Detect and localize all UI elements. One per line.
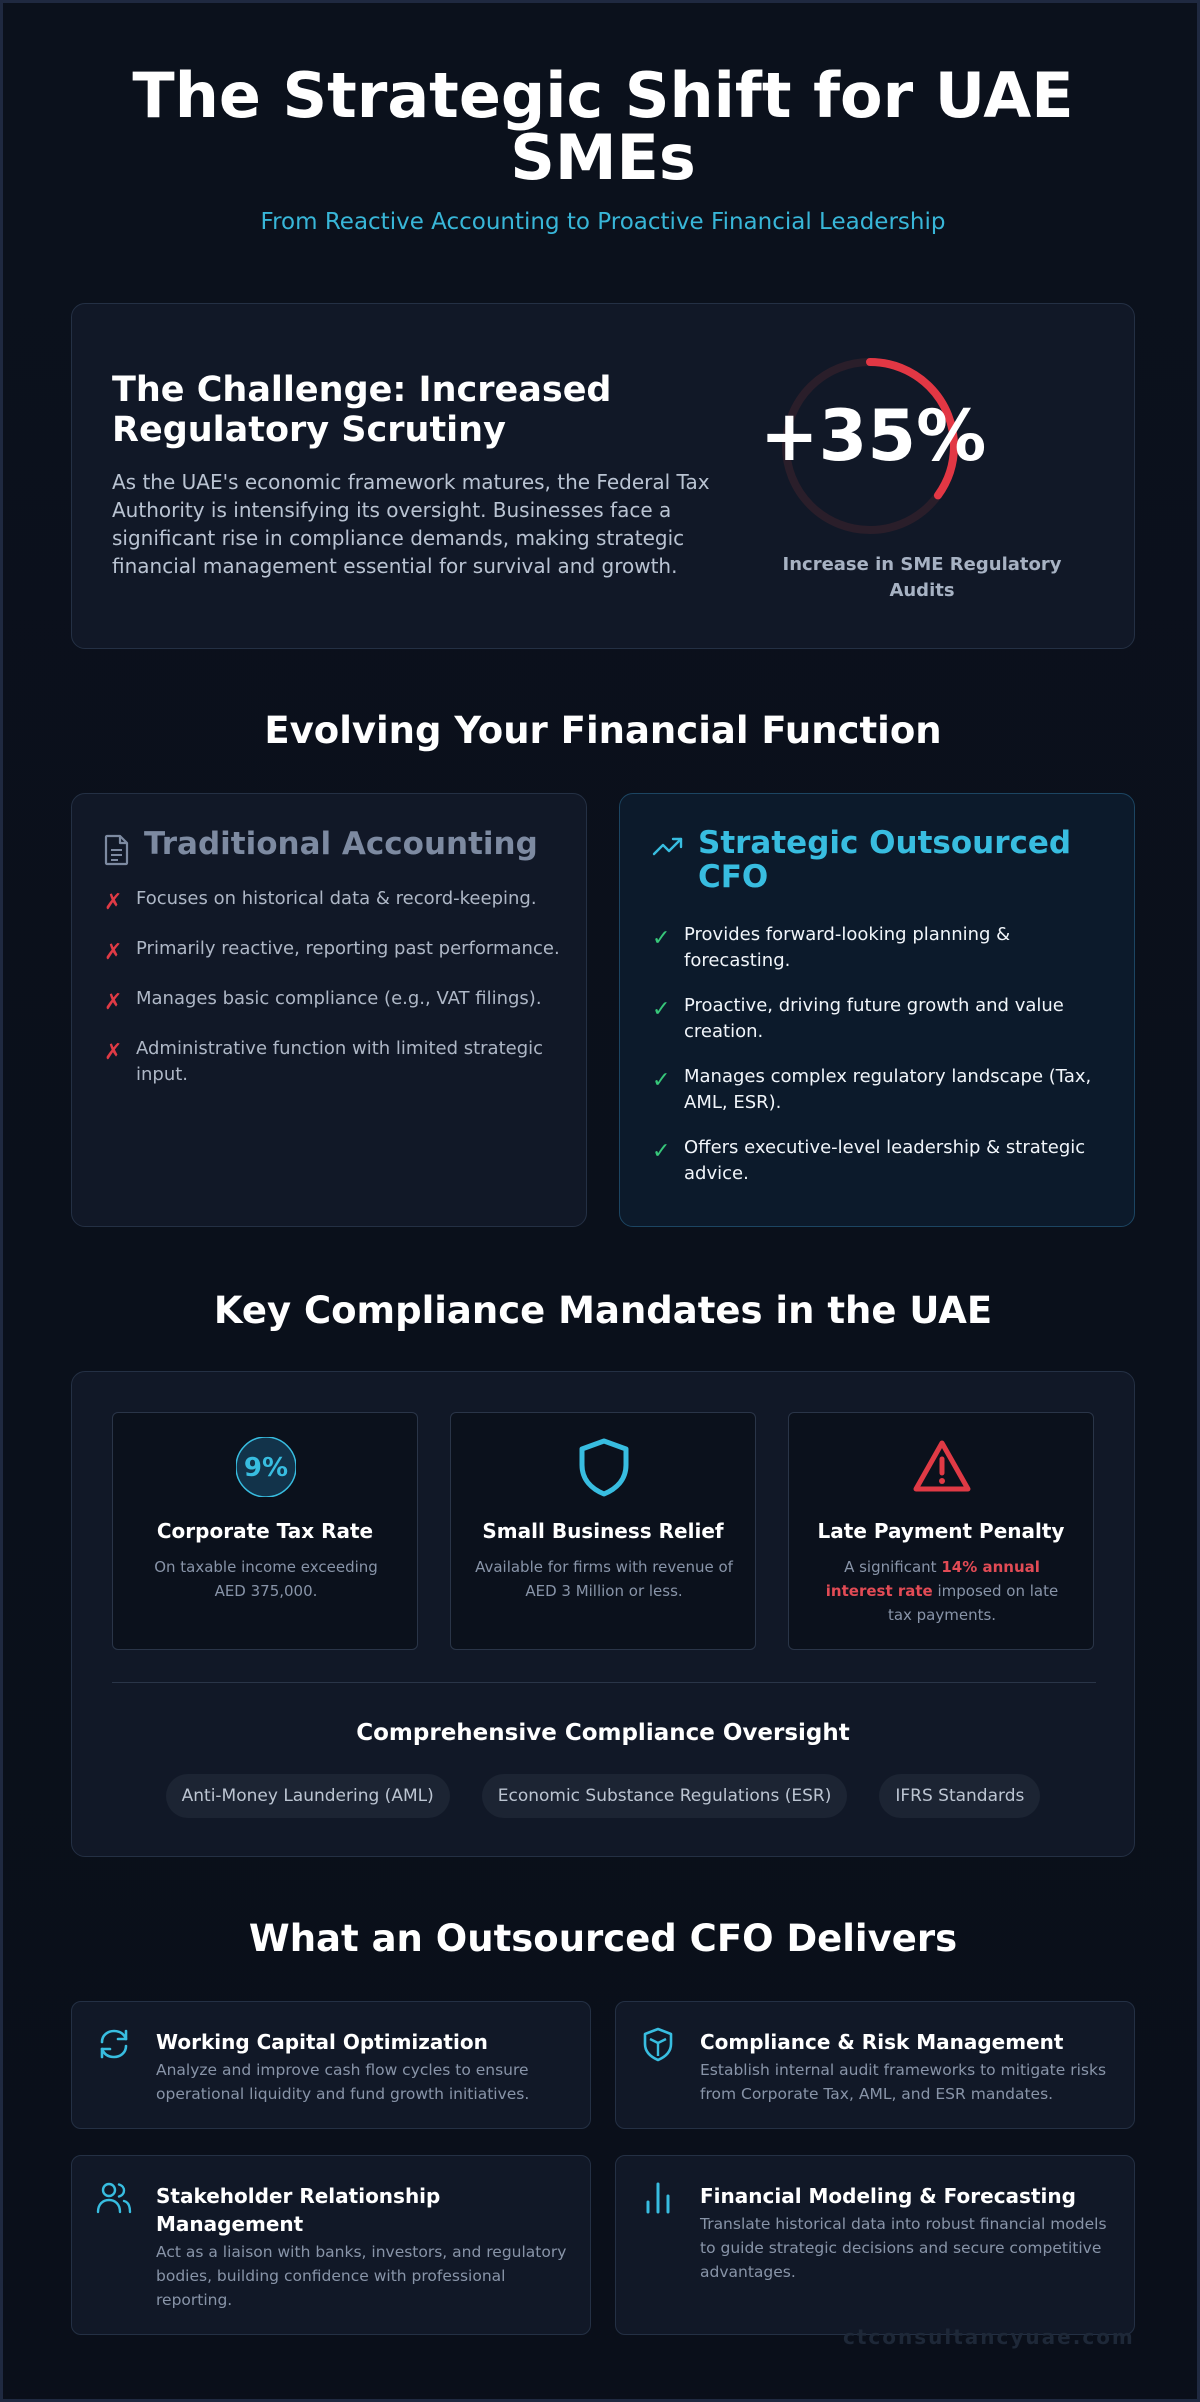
mandate-card-corporate-tax [112, 1412, 418, 1650]
stat-value: +35% [760, 395, 987, 477]
mandate-title: Late Payment Penalty [817, 1519, 1065, 1543]
svg-text:9%: 9% [243, 1453, 289, 1483]
audit-increase-gauge [760, 346, 987, 536]
mandate-desc: Available for firms with revenue of AED 3 Million or less. [475, 1558, 733, 1600]
percent-badge-icon [236, 1437, 296, 1497]
deliverable-title: Stakeholder Relationship Management [156, 2184, 441, 2236]
strategic-cfo-card [619, 793, 1135, 1227]
traditional-list [104, 886, 564, 1108]
mandate-desc: On taxable income exceeding AED 375,000. [154, 1558, 378, 1600]
page-title: The Strategic Shift for UAE SMEs [132, 59, 1074, 194]
deliverable-title: Financial Modeling & Forecasting [700, 2184, 1076, 2208]
cross-icon: ✗ [104, 1040, 123, 1065]
list-item: ✗ Manages basic compliance (e.g., VAT filings). [104, 988, 542, 1015]
hero [3, 59, 1200, 235]
warning-triangle-icon [912, 1437, 972, 1497]
cfo-title: Strategic Outsourced CFO [698, 825, 1072, 895]
deliverable-desc: Act as a liaison with banks, investors, and regulatory bodies, building confidence with professional reporting. [156, 2243, 567, 2309]
users-icon [96, 2180, 132, 2216]
oversight-title: Comprehensive Compliance Oversight [356, 1720, 850, 1746]
list-item: ✓ Manages complex regulatory landscape (Tax, AML, ESR). [652, 1066, 1092, 1113]
cycle-icon [96, 2026, 132, 2062]
list-item: ✗ Focuses on historical data & record-keeping. [104, 888, 537, 915]
cfo-header [652, 826, 1098, 894]
deliverable-card-stakeholder [71, 2155, 591, 2335]
cfo-list [652, 922, 1112, 1206]
traditional-accounting-card [71, 793, 587, 1227]
cross-icon: ✗ [104, 940, 123, 965]
document-icon [104, 834, 130, 866]
deliverable-card-working-capital [71, 2001, 591, 2129]
oversight-pills [72, 1774, 1134, 1818]
check-icon: ✓ [652, 926, 671, 951]
bar-chart-icon [640, 2180, 676, 2216]
list-item: ✗ Primarily reactive, reporting past performance. [104, 938, 560, 965]
traditional-header [104, 826, 538, 866]
list-item: ✗ Administrative function with limited strategic input. [104, 1038, 544, 1085]
mandate-desc: A significant 14% annual interest rate imposed on late tax payments. [825, 1558, 1059, 1624]
trend-up-icon [652, 834, 684, 860]
pill-ifrs: IFRS Standards [879, 1774, 1040, 1818]
check-icon: ✓ [652, 1068, 671, 1093]
delivers-title: What an Outsourced CFO Delivers [248, 1917, 958, 1960]
cross-icon: ✗ [104, 890, 123, 915]
check-icon: ✓ [652, 997, 671, 1022]
deliverable-desc: Establish internal audit frameworks to mitigate risks from Corporate Tax, AML, and ESR mandates. [700, 2061, 1107, 2103]
challenge-title: The Challenge: Increased Regulatory Scrutiny [112, 370, 612, 450]
stat-caption: Increase in SME Regulatory Audits [782, 554, 1062, 601]
check-icon: ✓ [652, 1139, 671, 1164]
mandate-title: Small Business Relief [482, 1519, 724, 1543]
pill-aml: Anti-Money Laundering (AML) [166, 1774, 450, 1818]
challenge-card [71, 303, 1135, 649]
challenge-body: As the UAE's economic framework matures, the Federal Tax Authority is intensifying its oversight. Businesses face a significant rise in compliance demands, making strategic financial management essential for survival and growth. [112, 470, 710, 578]
watermark: ctconsultancyuae.com [843, 2325, 1135, 2349]
deliverable-desc: Analyze and improve cash flow cycles to ensure operational liquidity and fund growth initiatives. [156, 2061, 530, 2103]
traditional-title: Traditional Accounting [144, 826, 538, 862]
mandate-card-late-penalty [788, 1412, 1094, 1650]
deliverable-title: Working Capital Optimization [156, 2030, 488, 2054]
deliverable-card-modeling [615, 2155, 1135, 2335]
deliverable-card-compliance-risk [615, 2001, 1135, 2129]
list-item: ✓ Provides forward-looking planning & forecasting. [652, 924, 1011, 971]
deliverable-title: Compliance & Risk Management [700, 2030, 1064, 2054]
list-item: ✓ Offers executive-level leadership & strategic advice. [652, 1137, 1086, 1184]
divider [112, 1682, 1096, 1683]
shield-cube-icon [640, 2026, 676, 2062]
penalty-rate-highlight: 14% annual interest rate [825, 1558, 1040, 1600]
mandate-card-small-business [450, 1412, 756, 1650]
list-item: ✓ Proactive, driving future growth and value creation. [652, 995, 1064, 1042]
mandates-panel [71, 1371, 1135, 1857]
cross-icon: ✗ [104, 990, 123, 1015]
pill-esr: Economic Substance Regulations (ESR) [482, 1774, 848, 1818]
mandates-title: Key Compliance Mandates in the UAE [213, 1289, 993, 1332]
evolving-title: Evolving Your Financial Function [264, 709, 942, 752]
page-subtitle: From Reactive Accounting to Proactive Financial Leadership [260, 209, 946, 235]
shield-icon [574, 1437, 634, 1497]
deliverable-desc: Translate historical data into robust financial models to guide strategic decisions and secure competitive advantages. [700, 2215, 1107, 2281]
mandate-title: Corporate Tax Rate [156, 1519, 374, 1543]
